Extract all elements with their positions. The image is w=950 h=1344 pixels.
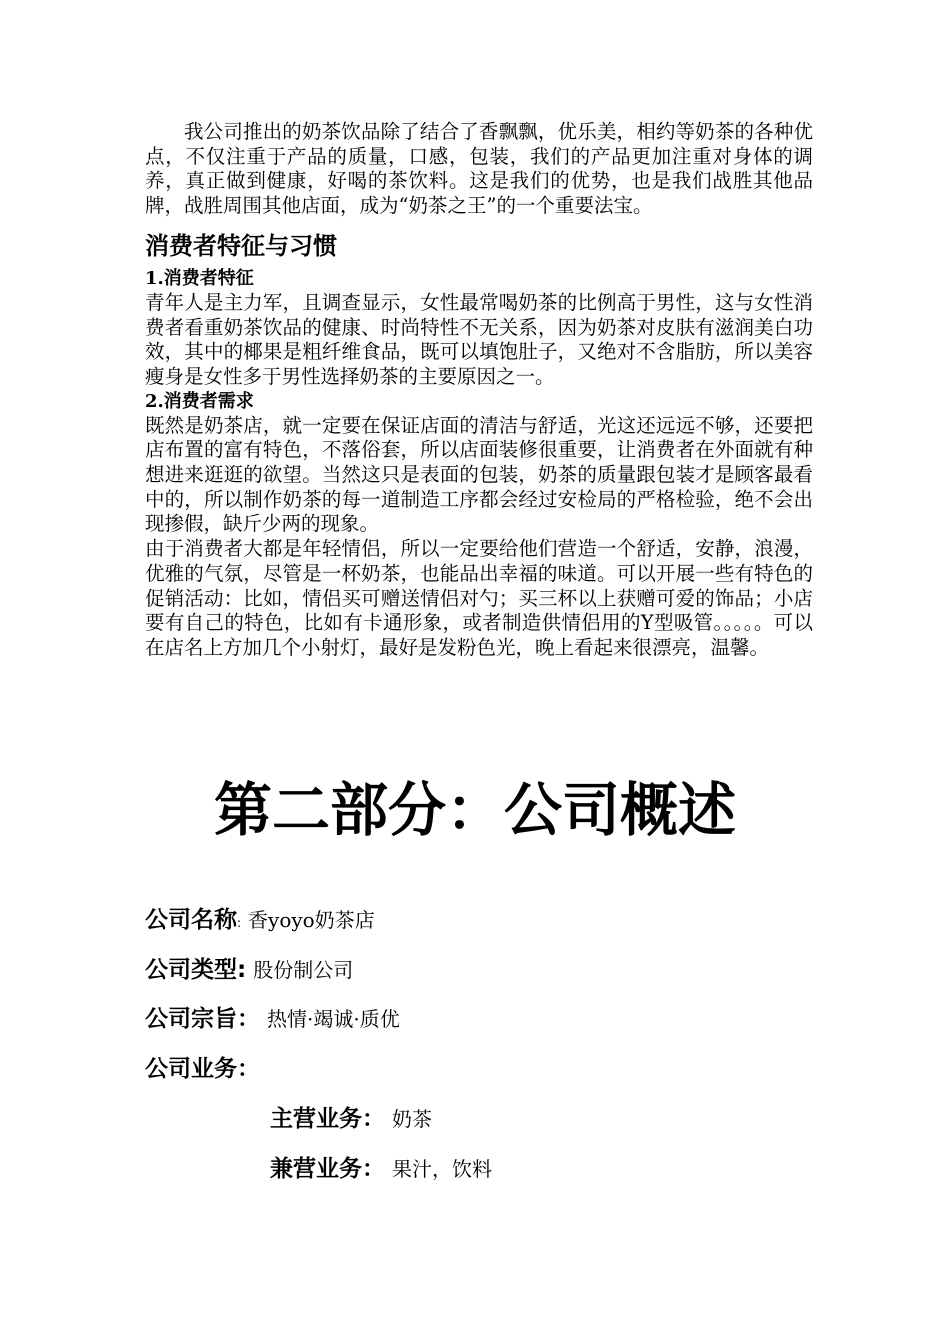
needs-paragraph-2: 由于消费者大都是年轻情侣，所以一定要给他们营造一个舒适，安静，浪漫，优雅的气氛，尽管是一杯奶茶，也能品出幸福的味道。可以开展一些有特色的促销活动：比如，情侣买可赠送情侣对勺；买三杯以上获赠可爱的饰品；小店要有自己的特色，比如有卡通形象，或者制造供情侣用的Y型吸管。。。。。可以在店名上方加几个小射灯，最好是发粉色光，晚上看起来很漂亮，温馨。 <box>145 537 813 659</box>
company-purpose-value: 热情·竭诚·质优 <box>267 1007 400 1031</box>
company-name-row <box>145 904 375 939</box>
company-purpose-row <box>145 1003 400 1036</box>
consumer-section-heading: 消费者特征与习惯 <box>145 231 337 260</box>
main-business-row <box>270 1103 432 1136</box>
body-content <box>145 120 813 661</box>
needs-paragraph-1: 既然是奶茶店，就一定要在保证店面的清洁与舒适，光这还远远不够，还要把店布置的富有特色，不落俗套，所以店面装修很重要，让消费者在外面就有种想进来逛逛的欲望。当然这只是表面的包装，奶茶的质量跟包装才是顾客最看中的，所以制作奶茶的每一道制造工序都会经过安检局的严格检验，绝不会出现掺假，缺斤少两的现象。 <box>145 413 813 536</box>
side-business-label: 兼营业务： <box>270 1156 385 1182</box>
company-purpose-label: 公司宗旨： <box>145 1006 260 1032</box>
company-type-value: 股份制公司 <box>253 958 354 982</box>
features-paragraph: 青年人是主力军，且调查显示，女性最常喝奶茶的比例高于男性，这与女性消费者看重奶茶饮品的健康、时尚特性不无关系，因为奶茶对皮肤有滋润美白功效，其中的椰果是粗纤维食品，既可以填饱肚子，又绝对不含脂肪，所以美容瘦身是女性多于男性选择奶茶的主要原因之一。 <box>145 290 813 388</box>
features-title: 消费者特征 <box>163 267 254 289</box>
needs-subheading <box>145 390 813 414</box>
intro-paragraph: 我公司推出的奶茶饮品除了结合了香飘飘，优乐美，相约等奶茶的各种优点，不仅注重于产品的质量，口感，包装，我们的产品更加注重对身体的调养，真正做到健康，好喝的茶饮料。这是我们的优势，也是我们战胜其他品牌，战胜周围其他店面，成为“奶茶之王”的一个重要法宝。 <box>145 120 813 218</box>
company-name-label: 公司名称 <box>145 907 237 933</box>
side-business-value: 果汁，饮料 <box>392 1157 492 1181</box>
company-name-colon: : <box>237 916 242 930</box>
company-type-label: 公司类型: <box>145 957 247 983</box>
company-business-label: 公司业务： <box>145 1056 260 1082</box>
company-business-row <box>145 1053 260 1086</box>
needs-title: 消费者需求 <box>163 390 254 412</box>
part-two-title: 第二部分：公司概述 <box>213 776 736 844</box>
company-name-value: 香yoyo奶茶店 <box>248 908 375 932</box>
side-business-row <box>270 1153 492 1186</box>
features-number: 1. <box>145 267 164 289</box>
features-subheading <box>145 267 813 291</box>
main-business-value: 奶茶 <box>392 1107 432 1131</box>
company-type-row <box>145 954 353 987</box>
main-business-label: 主营业务： <box>270 1106 385 1132</box>
needs-number: 2. <box>145 390 164 412</box>
